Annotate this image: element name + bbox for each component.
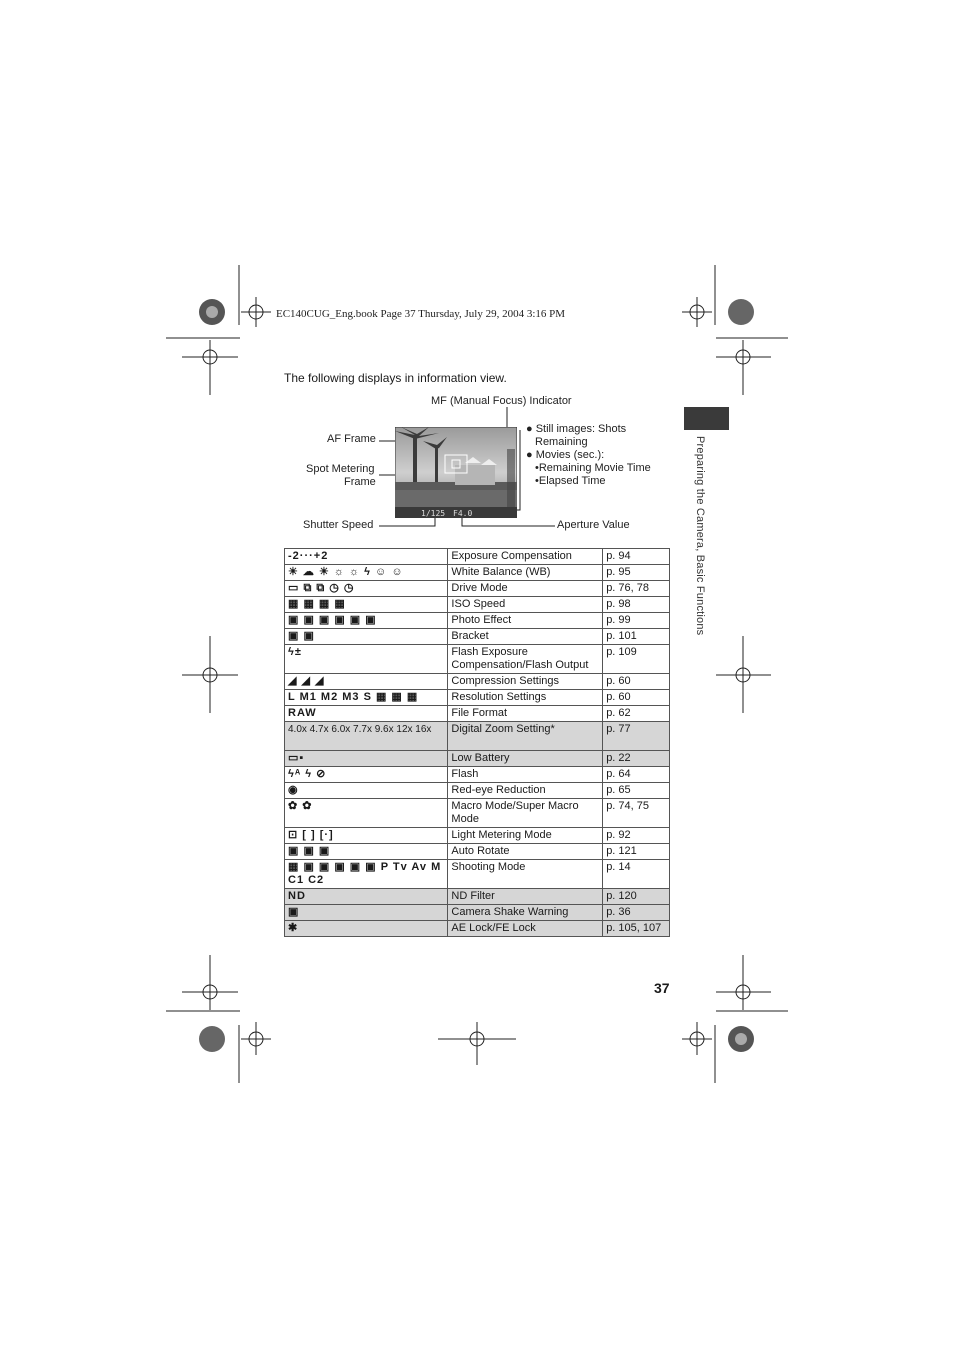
- description-cell: Auto Rotate: [448, 844, 603, 860]
- still-images-label: ● Still images: Shots: [526, 423, 627, 435]
- icon-cell: ▭▪: [288, 752, 305, 764]
- description-cell: Photo Effect: [448, 613, 603, 629]
- description-cell: Exposure Compensation: [448, 549, 603, 565]
- page-ref-cell: p. 14: [603, 860, 670, 889]
- description-cell: Flash Exposure Compensation/Flash Output: [448, 645, 603, 674]
- spot-metering-label-1: Spot Metering: [306, 463, 375, 475]
- description-cell: ISO Speed: [448, 597, 603, 613]
- page-ref-cell: p. 101: [603, 629, 670, 645]
- page-ref-cell: p. 121: [603, 844, 670, 860]
- camera-lcd-screenshot: [395, 427, 517, 518]
- table-row: [285, 783, 670, 799]
- page-ref-cell: p. 60: [603, 690, 670, 706]
- table-row: [285, 921, 670, 937]
- icon-cell: ▦ ▦ ▦ ▦: [288, 598, 346, 610]
- page-ref-cell: p. 98: [603, 597, 670, 613]
- page-ref-cell: p. 64: [603, 767, 670, 783]
- page-ref-cell: p. 120: [603, 889, 670, 905]
- description-cell: Digital Zoom Setting*: [448, 722, 603, 751]
- elapsed-time: •Elapsed Time: [535, 475, 606, 487]
- page-ref-cell: p. 105, 107: [603, 921, 670, 937]
- description-cell: Compression Settings: [448, 674, 603, 690]
- icon-cell: RAW: [288, 707, 317, 719]
- table-row: [285, 613, 670, 629]
- icon-cell: 4.0x 4.7x 6.0x 7.7x 9.6x 12x 16x: [288, 724, 432, 735]
- icon-cell: ☀ ☁ ☀ ☼ ☼ ϟ ☺ ☺: [288, 566, 404, 578]
- table-row: [285, 799, 670, 828]
- header-line: EC140CUG_Eng.book Page 37 Thursday, July 29, 2004 3:16 PM: [276, 308, 566, 320]
- description-cell: ND Filter: [448, 889, 603, 905]
- movies-line: Movies (sec.):: [535, 449, 605, 461]
- table-row: [285, 565, 670, 581]
- icon-cell: ▣ ▣: [288, 630, 315, 642]
- page-ref-cell: p. 95: [603, 565, 670, 581]
- page-ref-cell: p. 109: [603, 645, 670, 674]
- description-cell: AE Lock/FE Lock: [448, 921, 603, 937]
- description-cell: Macro Mode/Super Macro Mode: [448, 799, 603, 828]
- page-ref-cell: p. 62: [603, 706, 670, 722]
- description-cell: File Format: [448, 706, 603, 722]
- description-cell: Drive Mode: [448, 581, 603, 597]
- table-row: [285, 767, 670, 783]
- description-cell: Shooting Mode: [448, 860, 603, 889]
- icon-cell: ◉: [288, 784, 299, 796]
- description-cell: Camera Shake Warning: [448, 905, 603, 921]
- description-cell: Resolution Settings: [448, 690, 603, 706]
- table-row: [285, 844, 670, 860]
- page-ref-cell: p. 99: [603, 613, 670, 629]
- remaining-movie-time: •Remaining Movie Time: [535, 462, 651, 474]
- icon-cell: ▣ ▣ ▣ ▣ ▣ ▣: [288, 614, 377, 626]
- intro-text: The following displays in information view.: [284, 371, 507, 385]
- table-row: [285, 722, 670, 751]
- table-row: [285, 905, 670, 921]
- icon-cell: ▣: [288, 906, 300, 918]
- icon-cell: L M1 M2 M3 S ▦ ▦ ▦: [288, 691, 419, 703]
- mf-indicator-label: MF (Manual Focus) Indicator: [431, 395, 572, 407]
- description-cell: Bracket: [448, 629, 603, 645]
- movies-label: ● Movies (sec.):: [526, 449, 605, 461]
- table-row: [285, 674, 670, 690]
- page-ref-cell: p. 65: [603, 783, 670, 799]
- aperture-value-label: Aperture Value: [557, 519, 630, 531]
- page-ref-cell: p. 77: [603, 722, 670, 751]
- table-row: [285, 645, 670, 674]
- table-row: [285, 706, 670, 722]
- table-row: [285, 860, 670, 889]
- still-line-2: Remaining: [535, 436, 588, 448]
- icon-cell: -2···+2: [288, 550, 329, 562]
- page-number: 37: [654, 980, 670, 996]
- icon-cell: ϟᴬ ϟ ⊘: [288, 768, 327, 780]
- icon-cell: ⊡ [ ] [·]: [288, 829, 334, 841]
- description-cell: Flash: [448, 767, 603, 783]
- display-icons-table: [284, 548, 670, 937]
- shutter-speed-label: Shutter Speed: [303, 519, 374, 531]
- icon-cell: ✱: [288, 922, 299, 934]
- description-cell: Light Metering Mode: [448, 828, 603, 844]
- screen-aperture: F4.0: [453, 509, 473, 518]
- table-row: [285, 751, 670, 767]
- table-row: [285, 690, 670, 706]
- table-row: [285, 629, 670, 645]
- icon-cell: ND: [288, 890, 306, 902]
- icon-cell: ◢ ◢ ◢: [288, 675, 325, 687]
- icon-cell: ϟ±: [288, 646, 302, 658]
- table-row: [285, 889, 670, 905]
- page-ref-cell: p. 74, 75: [603, 799, 670, 828]
- af-frame-label: AF Frame: [327, 433, 376, 445]
- icon-cell: ✿ ✿: [288, 800, 313, 812]
- description-cell: Low Battery: [448, 751, 603, 767]
- table-row: [285, 828, 670, 844]
- section-label: Preparing the Camera, Basic Functions: [694, 436, 706, 636]
- icon-cell: ▭ ⧉ ⧉ ◷ ◷: [288, 582, 355, 594]
- description-cell: Red-eye Reduction: [448, 783, 603, 799]
- screen-shutter: 1/125: [421, 509, 446, 518]
- icon-cell: ▣ ▣ ▣: [288, 845, 331, 857]
- page-ref-cell: p. 76, 78: [603, 581, 670, 597]
- page-ref-cell: p. 92: [603, 828, 670, 844]
- still-line-1: Still images: Shots: [535, 423, 627, 435]
- spot-metering-label-2: Frame: [344, 476, 376, 488]
- page-ref-cell: p. 94: [603, 549, 670, 565]
- description-cell: White Balance (WB): [448, 565, 603, 581]
- page-ref-cell: p. 22: [603, 751, 670, 767]
- page-ref-cell: p. 36: [603, 905, 670, 921]
- table-row: [285, 581, 670, 597]
- table-row: [285, 549, 670, 565]
- icon-cell: ▦ ▣ ▣ ▣ ▣ ▣ P Tv Av M C1 C2: [288, 861, 442, 886]
- page-ref-cell: p. 60: [603, 674, 670, 690]
- table-row: [285, 597, 670, 613]
